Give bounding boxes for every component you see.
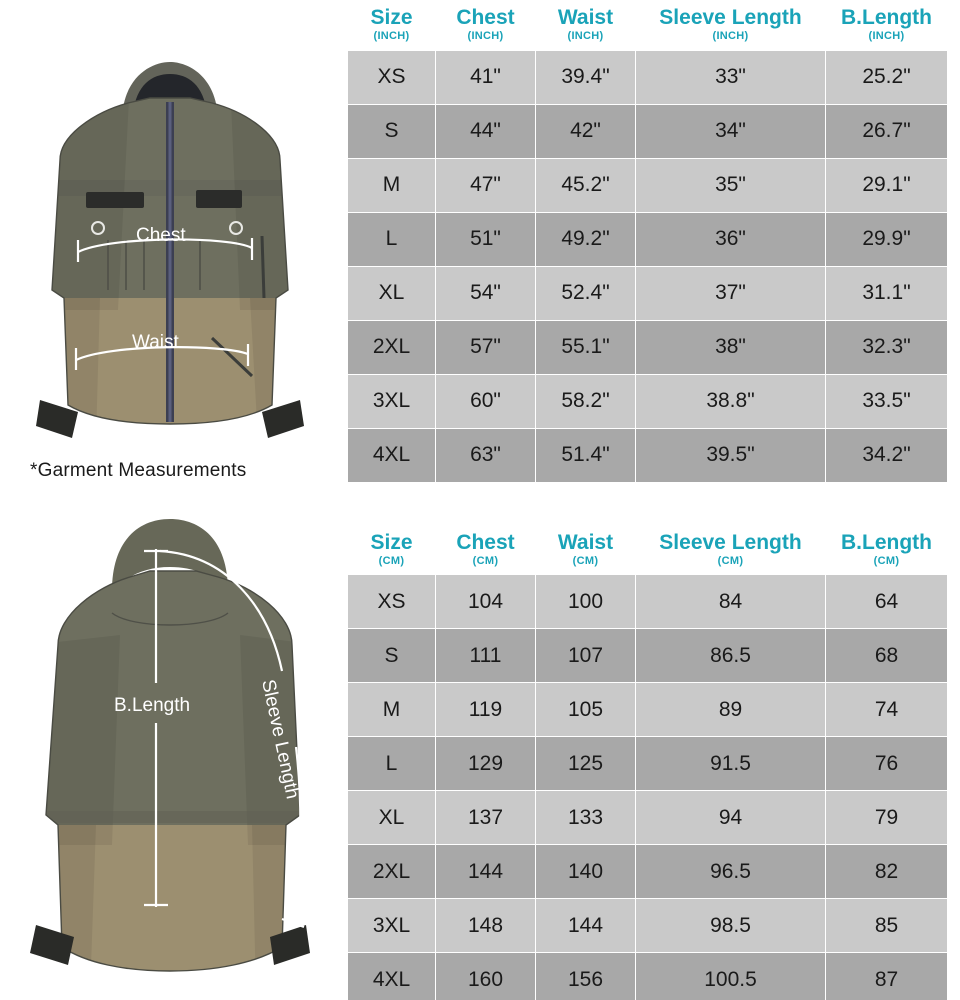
cell-blength: 31.1" (826, 266, 948, 320)
table-row (348, 575, 948, 629)
blength-label: B.Length (114, 695, 191, 716)
header-blength-label: B.Length (841, 530, 932, 554)
header-sleeve-label: Sleeve Length (659, 6, 802, 29)
header-chest-label: Chest (456, 6, 515, 29)
cell-size: S (348, 629, 436, 683)
chest-pocket-right (196, 190, 242, 208)
table-row (348, 158, 948, 212)
table-row (348, 428, 948, 482)
cell-waist: 140 (536, 845, 636, 899)
cell-blength: 76 (826, 737, 948, 791)
cell-size: XS (348, 50, 436, 104)
cell-chest: 47" (436, 158, 536, 212)
cell-blength: 26.7" (826, 104, 948, 158)
chest-pocket-left (86, 192, 144, 208)
inch-table-body (348, 50, 948, 482)
header-size-unit: (INCH) (373, 30, 410, 43)
cell-blength: 79 (826, 791, 948, 845)
cell-blength: 74 (826, 683, 948, 737)
cell-chest: 51" (436, 212, 536, 266)
cm-table-body (348, 575, 948, 1000)
table-row (348, 899, 948, 953)
cell-blength: 68 (826, 629, 948, 683)
sleeve-length-label: Sleeve Length (257, 677, 303, 801)
header-waist (536, 525, 636, 575)
cm-size-table (347, 525, 948, 1000)
table-separator (347, 483, 960, 525)
cell-sleeve: 94 (636, 791, 826, 845)
garment-measurements-caption: *Garment Measurements (30, 460, 247, 481)
cell-blength: 25.2" (826, 50, 948, 104)
cell-sleeve: 38.8" (636, 374, 826, 428)
cell-sleeve: 38" (636, 320, 826, 374)
cell-sleeve: 100.5 (636, 953, 826, 1000)
cell-chest: 41" (436, 50, 536, 104)
size-tables (347, 0, 960, 1000)
cell-size: 3XL (348, 899, 436, 953)
header-size (348, 1, 436, 51)
table-row (348, 629, 948, 683)
cell-waist: 144 (536, 899, 636, 953)
cell-chest: 57" (436, 320, 536, 374)
cell-waist: 105 (536, 683, 636, 737)
inch-table-header (348, 1, 948, 51)
cell-size: M (348, 158, 436, 212)
header-size-label: Size (370, 530, 413, 554)
cell-size: 4XL (348, 428, 436, 482)
cell-sleeve: 33" (636, 50, 826, 104)
header-chest (436, 525, 536, 575)
cell-sleeve: 35" (636, 158, 826, 212)
cell-size: M (348, 683, 436, 737)
header-chest-unit: (INCH) (467, 30, 504, 43)
header-blength-unit: (INCH) (868, 30, 905, 43)
table-row (348, 737, 948, 791)
header-blength (826, 1, 948, 51)
table-row (348, 374, 948, 428)
cell-size: S (348, 104, 436, 158)
table-row (348, 791, 948, 845)
cell-waist: 100 (536, 575, 636, 629)
header-chest-unit: (CM) (472, 554, 499, 567)
cell-sleeve: 39.5" (636, 428, 826, 482)
cell-waist: 125 (536, 737, 636, 791)
cell-blength: 85 (826, 899, 948, 953)
cell-size: 4XL (348, 953, 436, 1000)
header-sleeve-unit: (INCH) (712, 30, 749, 43)
header-blength-label: B.Length (841, 6, 932, 29)
cell-sleeve: 89 (636, 683, 826, 737)
cell-waist: 45.2" (536, 158, 636, 212)
cell-chest: 111 (436, 629, 536, 683)
table-row (348, 212, 948, 266)
cell-blength: 64 (826, 575, 948, 629)
header-waist-unit: (CM) (572, 554, 599, 567)
header-sleeve-label: Sleeve Length (659, 530, 802, 554)
inch-size-table (347, 0, 948, 483)
cm-table-header (348, 525, 948, 575)
cell-sleeve: 91.5 (636, 737, 826, 791)
header-size-label: Size (370, 6, 413, 29)
cell-waist: 107 (536, 629, 636, 683)
header-blength (826, 525, 948, 575)
zipper-teeth (169, 102, 172, 422)
arm-zipper (262, 236, 264, 298)
cell-chest: 54" (436, 266, 536, 320)
cell-blength: 29.1" (826, 158, 948, 212)
table-row (348, 266, 948, 320)
table-row (348, 683, 948, 737)
cell-sleeve: 36" (636, 212, 826, 266)
header-waist-label: Waist (557, 530, 614, 554)
cell-size: XL (348, 791, 436, 845)
cell-sleeve: 34" (636, 104, 826, 158)
cell-waist: 133 (536, 791, 636, 845)
cell-chest: 60" (436, 374, 536, 428)
cell-waist: 58.2" (536, 374, 636, 428)
cell-waist: 49.2" (536, 212, 636, 266)
table-row (348, 50, 948, 104)
cell-size: 3XL (348, 374, 436, 428)
cell-waist: 39.4" (536, 50, 636, 104)
cell-chest: 104 (436, 575, 536, 629)
chest-label: Chest (136, 225, 186, 246)
cell-size: 2XL (348, 320, 436, 374)
cell-blength: 33.5" (826, 374, 948, 428)
cell-chest: 160 (436, 953, 536, 1000)
cell-waist: 51.4" (536, 428, 636, 482)
cell-chest: 63" (436, 428, 536, 482)
jacket-front-view (0, 40, 340, 440)
cell-waist: 52.4" (536, 266, 636, 320)
table-row (348, 845, 948, 899)
table-row (348, 320, 948, 374)
cell-blength: 87 (826, 953, 948, 1000)
cell-size: L (348, 212, 436, 266)
header-blength-unit: (CM) (873, 554, 900, 567)
cell-sleeve: 37" (636, 266, 826, 320)
cell-blength: 29.9" (826, 212, 948, 266)
cell-sleeve: 96.5 (636, 845, 826, 899)
header-size-unit: (CM) (378, 554, 405, 567)
header-chest-label: Chest (456, 530, 515, 554)
header-sleeve-length (636, 525, 826, 575)
cell-waist: 42" (536, 104, 636, 158)
cell-sleeve: 98.5 (636, 899, 826, 953)
jacket-body-back (30, 555, 320, 995)
cell-chest: 144 (436, 845, 536, 899)
jacket-body (40, 80, 310, 440)
cell-size: L (348, 737, 436, 791)
cell-waist: 156 (536, 953, 636, 1000)
header-waist-unit: (INCH) (567, 30, 604, 43)
cell-size: XS (348, 575, 436, 629)
header-chest (436, 1, 536, 51)
header-waist (536, 1, 636, 51)
cell-size: XL (348, 266, 436, 320)
table-row (348, 953, 948, 1000)
cell-waist: 55.1" (536, 320, 636, 374)
cell-blength: 32.3" (826, 320, 948, 374)
cell-chest: 148 (436, 899, 536, 953)
cell-sleeve: 86.5 (636, 629, 826, 683)
header-sleeve-length (636, 1, 826, 51)
header-size (348, 525, 436, 575)
waist-label: Waist (132, 332, 179, 353)
cell-chest: 119 (436, 683, 536, 737)
cell-blength: 82 (826, 845, 948, 899)
cell-size: 2XL (348, 845, 436, 899)
cell-chest: 129 (436, 737, 536, 791)
table-row (348, 104, 948, 158)
cell-blength: 34.2" (826, 428, 948, 482)
cell-chest: 44" (436, 104, 536, 158)
illustration-column (0, 0, 340, 1000)
cell-chest: 137 (436, 791, 536, 845)
jacket-back-view (0, 495, 340, 995)
cell-sleeve: 84 (636, 575, 826, 629)
header-waist-label: Waist (557, 6, 614, 29)
header-sleeve-unit: (CM) (717, 554, 744, 567)
